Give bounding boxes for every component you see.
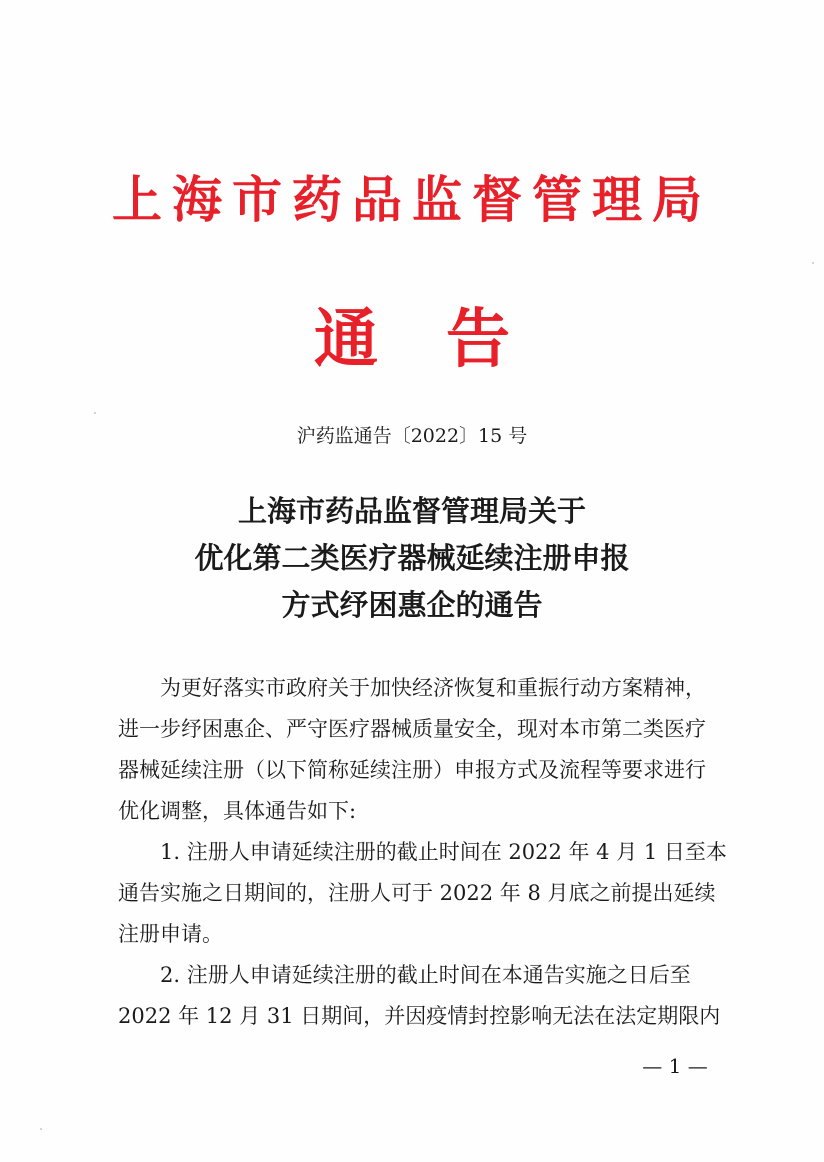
body-line: 为更好落实市政府关于加快经济恢复和重振行动方案精神， xyxy=(118,676,706,700)
document-type-heading: 通告 xyxy=(314,302,578,377)
body-line: 1. 注册人申请延续注册的截止时间在 2022 年 4 月 1 日至本 xyxy=(118,840,727,864)
agency-header: 上海市药品监督管理局 xyxy=(112,170,712,229)
body-line: 优化调整，具体通告如下: xyxy=(118,799,357,823)
title-line: 上海市药品监督管理局关于 xyxy=(237,494,586,528)
scan-speck xyxy=(94,412,96,414)
body-line: 器械延续注册（以下简称延续注册）申报方式及流程等要求进行 xyxy=(118,758,706,782)
title-line: 方式纾困惠企的通告 xyxy=(281,588,543,622)
page-number: — 1 — xyxy=(642,1054,708,1078)
document-number: 沪药监通告〔2022〕15 号 xyxy=(296,425,528,447)
body-line: 进一步纾困惠企、严守医疗器械质量安全，现对本市第二类医疗 xyxy=(118,717,706,741)
scan-speck xyxy=(812,262,814,264)
scan-speck xyxy=(40,1128,42,1130)
document-title xyxy=(0,488,824,629)
title-line: 优化第二类医疗器械延续注册申报 xyxy=(194,541,630,575)
body-line: 通告实施之日期间的，注册人可于 2022 年 8 月底之前提出延续 xyxy=(118,881,716,905)
body-line: 注册申请。 xyxy=(118,922,223,946)
body-text xyxy=(118,668,738,1037)
body-line: 2. 注册人申请延续注册的截止时间在本通告实施之日后至 xyxy=(118,963,691,987)
body-line: 2022 年 12 月 31 日期间，并因疫情封控影响无法在法定期限内 xyxy=(118,1004,721,1028)
